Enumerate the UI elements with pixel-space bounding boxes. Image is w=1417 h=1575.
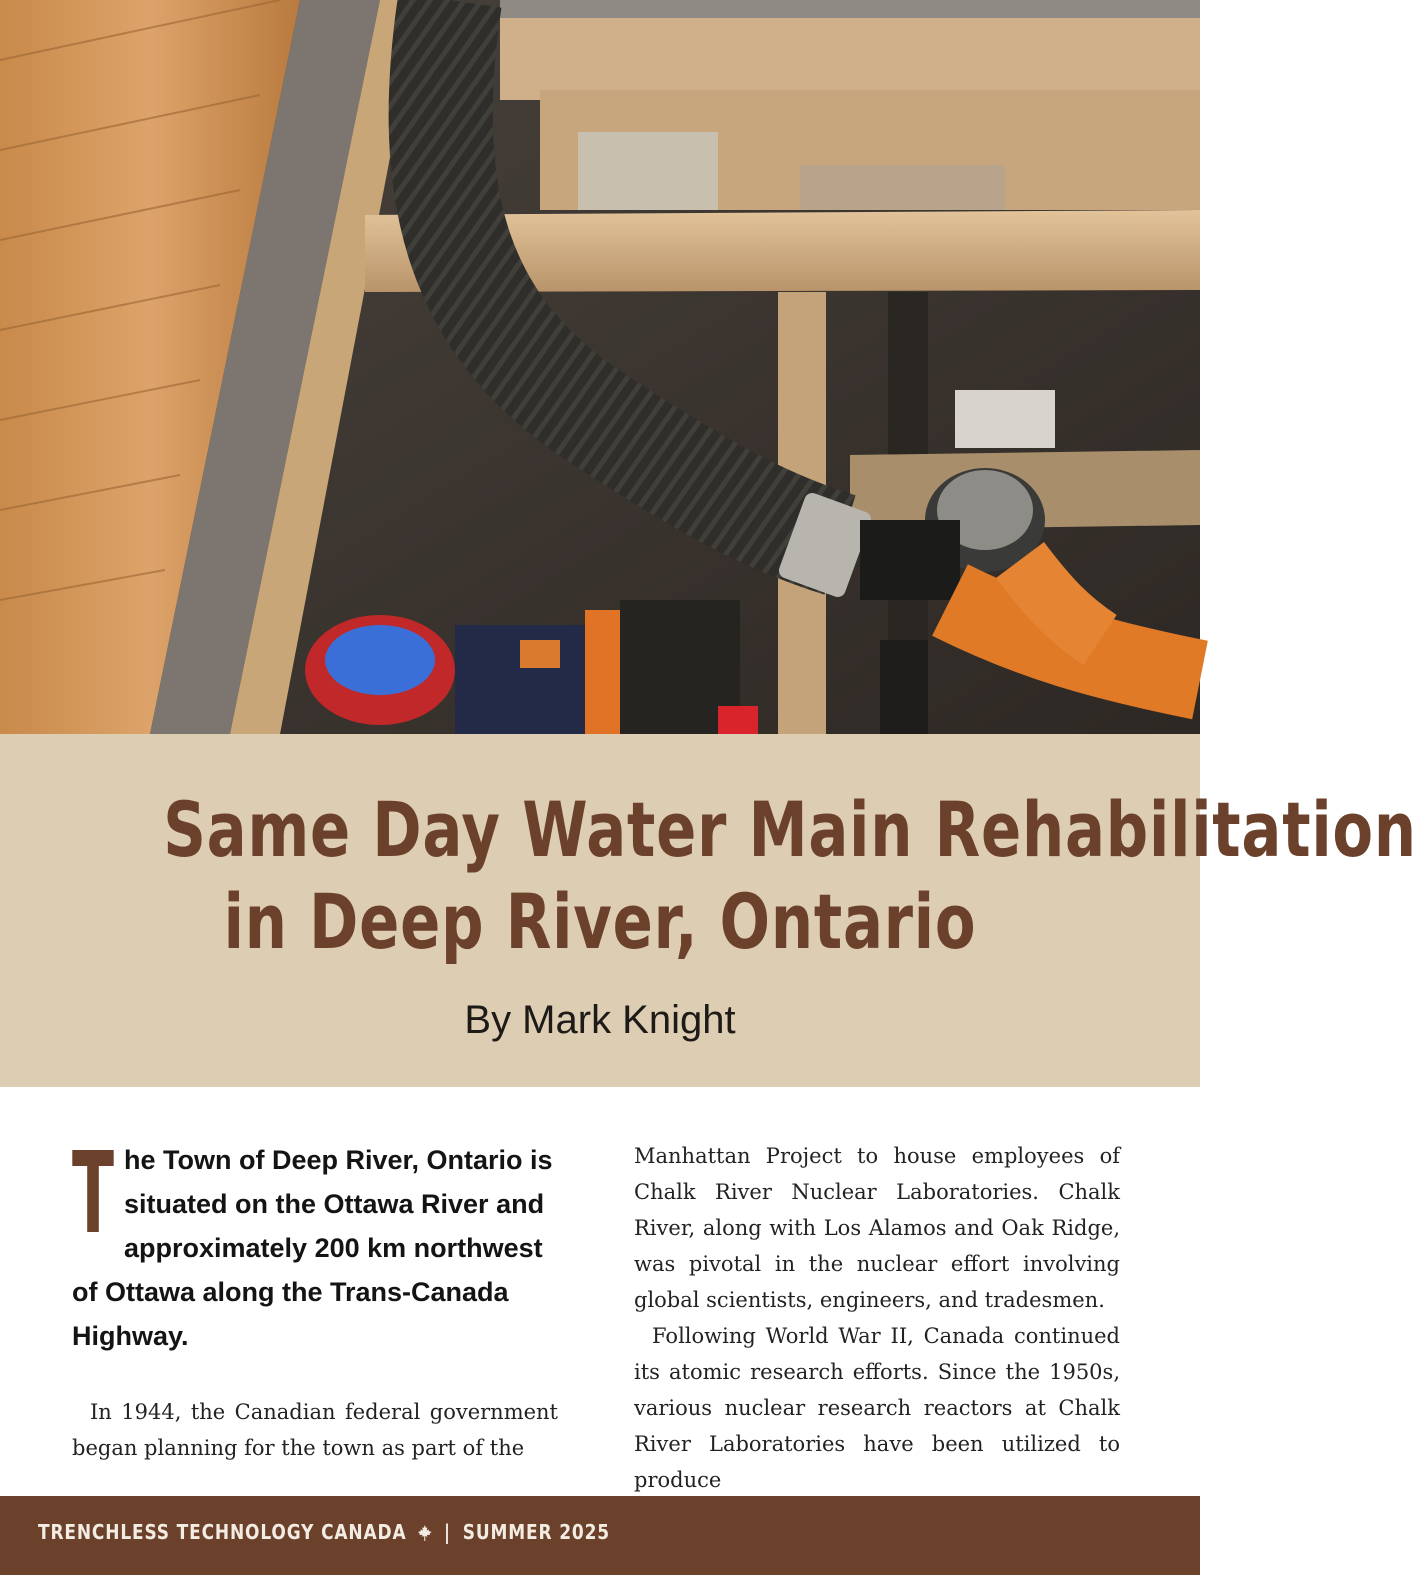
body-column-left [72,1129,558,1466]
issue-label: SUMMER 2025 [462,1520,610,1544]
publication-name: TRENCHLESS TECHNOLOGY CANADA [38,1520,407,1544]
body-paragraph: Manhattan Project to house employees of Chalk River Nuclear Laboratories. Chalk River, along with Los Alamos and Oak Ridge, was pivotal in the nuclear effort involving global scientists, engineers, and tradesmen. [634,1144,1120,1312]
article-title [163,784,1417,968]
body-paragraph: In 1944, the Canadian federal government began planning for the town as part of the [72,1400,558,1460]
article-title-line-2: in Deep River, Ontario [223,877,977,966]
footer-text [38,1520,610,1544]
page-footer [0,1496,1200,1575]
header-photo [0,0,1200,734]
body-paragraph: Following World War II, Canada continued its atomic research efforts. Since the 1950s, various nuclear research reactors at Chalk River Laboratories have been utilized to produce [634,1324,1120,1492]
body-column-right [634,1138,1120,1498]
article-title-line-1: Same Day Water Main Rehabilitation [163,785,1417,874]
lead-text: he Town of Deep River, Ontario is situated on the Ottawa River and approximately 200 km northwest of Ottawa along the Trans-Canada Highway. [72,1145,553,1351]
maple-leaf-icon [418,1523,432,1544]
footer-separator: | [443,1520,451,1544]
article-byline: By Mark Knight [464,998,736,1042]
drop-cap: T [72,1129,115,1259]
lead-paragraph [72,1129,558,1358]
title-band [0,734,1417,1087]
